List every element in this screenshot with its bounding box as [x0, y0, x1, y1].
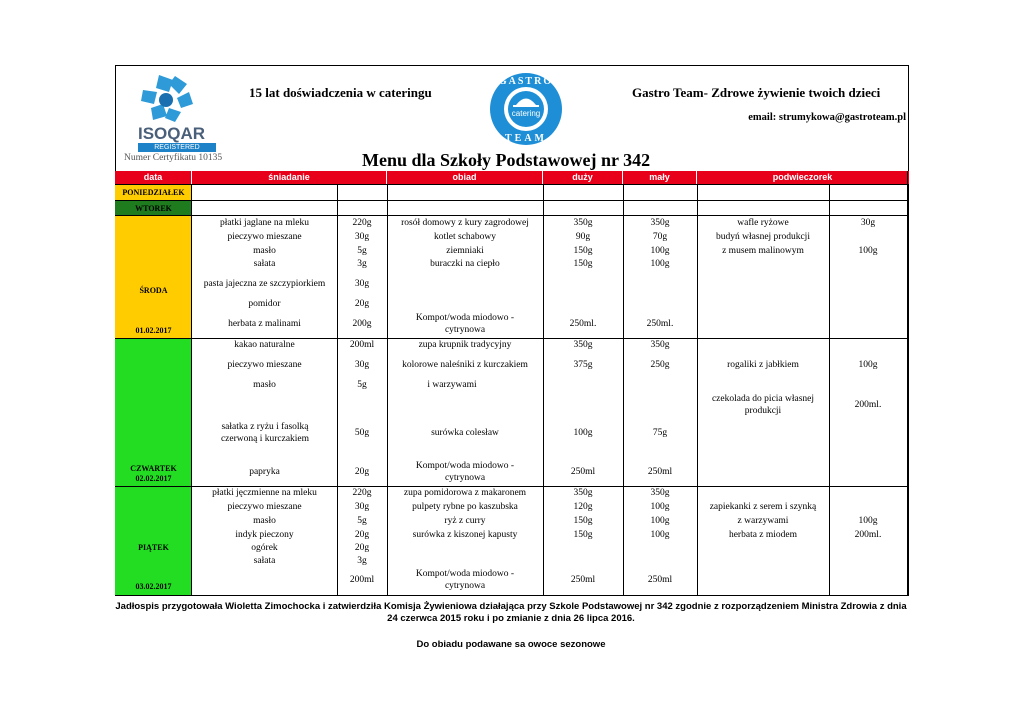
lunch-large: 150g: [573, 246, 593, 256]
breakfast-item: płatki jaglane na mleku: [220, 218, 309, 228]
breakfast-amount: 20g: [354, 467, 370, 477]
breakfast-amount: 30g: [354, 360, 370, 370]
lunch-small: 75g: [652, 428, 668, 438]
lunch-large: 350g: [573, 218, 593, 228]
breakfast-item: indyk pieczony: [235, 530, 294, 540]
breakfast-amount: 5g: [357, 246, 367, 256]
lunch-small: 100g: [650, 259, 670, 269]
snack-item: z musem malinowym: [722, 246, 804, 256]
lunch-small: 70g: [652, 232, 668, 242]
lunch-drink: Kompot/woda miodowo - cytrynowa: [415, 569, 515, 591]
breakfast-amount: 50g: [354, 428, 370, 438]
lunch-large: 350g: [573, 488, 593, 498]
lunch-large: 90g: [575, 232, 591, 242]
footer-fruit-note: Do obiadu podawane sa owoce sezonowe: [416, 639, 606, 650]
breakfast-item: ogórek: [251, 543, 278, 553]
snack-item: wafle ryżowe: [737, 218, 789, 228]
isoqar-brand: ISOQAR: [138, 124, 206, 143]
breakfast-amount: 200ml: [349, 575, 375, 585]
lunch-small: 100g: [650, 530, 670, 540]
gastro-team-logo-icon: [489, 72, 563, 146]
lunch-small: 250ml: [647, 575, 673, 585]
breakfast-item: papryka: [249, 467, 280, 477]
breakfast-amount: 5g: [357, 516, 367, 526]
col-header-podwieczorek: podwieczorek: [772, 172, 833, 182]
registered-badge: REGISTERED: [138, 143, 216, 152]
day-label-poniedzialek: PONIEDZIAŁEK: [122, 188, 185, 197]
lunch-item: pulpety rybne po kaszubska: [412, 502, 518, 512]
snack-item: rogaliki z jabłkiem: [727, 360, 799, 370]
snack-item: z warzywami: [737, 516, 789, 526]
tagline-right: Gastro Team- Zdrowe żywienie twoich dzieci: [632, 85, 881, 100]
lunch-large: 375g: [573, 360, 593, 370]
lunch-large: 150g: [573, 259, 593, 269]
day-label-wtorek: WTOREK: [135, 204, 172, 213]
breakfast-item: pieczywo mieszane: [227, 502, 302, 512]
day-date-czwartek: 02.02.2017: [135, 474, 172, 483]
col-header-maly: mały: [623, 171, 697, 184]
svg-text:GASTRO: GASTRO: [498, 76, 554, 87]
day-cell-poniedzialek: [115, 184, 192, 200]
lunch-item: rosół domowy z kury zagrodowej: [401, 218, 529, 228]
breakfast-item: sałata: [253, 556, 276, 566]
breakfast-amount: 5g: [357, 380, 367, 390]
day-cell-sroda: [115, 215, 192, 338]
lunch-small: 350g: [650, 488, 670, 498]
breakfast-amount: 220g: [352, 218, 372, 228]
lunch-large: 100g: [573, 428, 593, 438]
breakfast-item: herbata z malinami: [228, 319, 301, 329]
breakfast-amount: 20g: [354, 530, 370, 540]
breakfast-amount: 220g: [352, 488, 372, 498]
breakfast-amount: 30g: [354, 279, 370, 289]
snack-item: zapiekanki z serem i szynką: [709, 502, 817, 512]
lunch-item: surówka colesław: [431, 428, 499, 438]
snack-amount: 100g: [858, 360, 878, 370]
col-header-sniadanie: śniadanie: [192, 171, 387, 184]
lunch-small: 350g: [650, 218, 670, 228]
lunch-large: 350g: [573, 340, 593, 350]
lunch-item: zupa krupnik tradycyjny: [418, 340, 512, 350]
day-cell-wtorek: [115, 200, 192, 215]
lunch-item: i warzywami: [427, 380, 477, 390]
snack-item: herbata z miodem: [728, 530, 798, 540]
day-date-sroda: 01.02.2017: [135, 326, 172, 335]
lunch-small: 100g: [650, 502, 670, 512]
col-header-data: data: [115, 171, 192, 184]
breakfast-amount: 3g: [357, 259, 367, 269]
lunch-drink: Kompot/woda miodowo - cytrynowa: [415, 313, 515, 335]
lunch-small: 250ml: [647, 467, 673, 477]
breakfast-item: masło: [253, 516, 276, 526]
breakfast-item: sałatka z ryżu i fasolką czerwoną i kurczakiem: [220, 422, 310, 444]
breakfast-item: kakao naturalne: [234, 340, 295, 350]
lunch-small: 100g: [650, 516, 670, 526]
day-date-piatek: 03.02.2017: [135, 582, 172, 591]
lunch-item: buraczki na ciepło: [430, 259, 500, 269]
breakfast-item: masło: [253, 380, 276, 390]
footer-approval-note: Jadłospis przygotowała Wioletta Zimochocka i zatwierdziła Komisja Żywieniowa działająca przy Szkole Podstawowej nr 342 zgodnie z rozporządzeniem Ministra Zdrowia z dnia 24 czerwca 2015 roku i po zmianie z dnia 26 lipca 2016.: [115, 601, 907, 624]
lunch-item: ziemniaki: [446, 246, 484, 256]
lunch-large: 150g: [573, 516, 593, 526]
col-header-obiad: obiad: [387, 171, 543, 184]
svg-text:catering: catering: [511, 109, 541, 118]
lunch-item: kotlet schabowy: [433, 232, 496, 242]
breakfast-item: pomidor: [248, 299, 281, 309]
breakfast-amount: 20g: [354, 543, 370, 553]
certificate-number: Numer Certyfikatu 10135: [124, 153, 223, 163]
contact-email[interactable]: email: strumykowa@gastroteam.pl: [748, 112, 906, 123]
day-label-piatek: PIĄTEK: [138, 543, 169, 552]
lunch-small: 250ml.: [646, 319, 674, 329]
page-title: Menu dla Szkoły Podstawowej nr 342: [362, 150, 651, 170]
breakfast-item: pasta jajeczna ze szczypiorkiem: [203, 279, 326, 289]
breakfast-item: sałata: [253, 259, 276, 269]
snack-amount: 100g: [858, 246, 878, 256]
day-label-sroda: ŚRODA: [139, 286, 168, 295]
breakfast-amount: 30g: [354, 232, 370, 242]
lunch-large: 250ml.: [569, 319, 597, 329]
breakfast-item: pieczywo mieszane: [227, 360, 302, 370]
snack-amount: 30g: [860, 218, 876, 228]
breakfast-amount: 30g: [354, 502, 370, 512]
snack-amount: 200ml.: [854, 530, 882, 540]
breakfast-amount: 200ml: [349, 340, 375, 350]
lunch-large: 250ml: [570, 467, 596, 477]
lunch-small: 100g: [650, 246, 670, 256]
lunch-large: 120g: [573, 502, 593, 512]
snack-item: czekolada do picia własnej produkcji: [711, 394, 815, 416]
snack-item: budyń własnej produkcji: [716, 232, 810, 242]
breakfast-amount: 200g: [352, 319, 372, 329]
lunch-item: surówka z kiszonej kapusty: [412, 530, 518, 540]
col-header-duzy: duży: [543, 171, 623, 184]
day-label-czwartek: CZWARTEK: [130, 464, 177, 473]
lunch-item: kolorowe naleśniki z kurczakiem: [402, 360, 528, 370]
breakfast-item: pieczywo mieszane: [227, 232, 302, 242]
snack-amount: 200ml.: [854, 400, 882, 410]
day-cell-piatek: [115, 486, 192, 595]
snack-amount: 100g: [858, 516, 878, 526]
breakfast-item: masło: [253, 246, 276, 256]
lunch-drink: Kompot/woda miodowo - cytrynowa: [415, 461, 515, 483]
day-cell-czwartek: [115, 338, 192, 486]
breakfast-amount: 20g: [354, 299, 370, 309]
lunch-small: 250g: [650, 360, 670, 370]
lunch-large: 150g: [573, 530, 593, 540]
lunch-large: 250ml: [570, 575, 596, 585]
lunch-item: ryż z curry: [444, 516, 486, 526]
lunch-item: zupa pomidorowa z makaronem: [403, 488, 527, 498]
breakfast-amount: 3g: [357, 556, 367, 566]
svg-text:TEAM: TEAM: [505, 133, 547, 144]
tagline-left: 15 lat doświadczenia w cateringu: [249, 85, 432, 100]
breakfast-item: płatki jęczmienne na mleku: [212, 488, 317, 498]
lunch-small: 350g: [650, 340, 670, 350]
